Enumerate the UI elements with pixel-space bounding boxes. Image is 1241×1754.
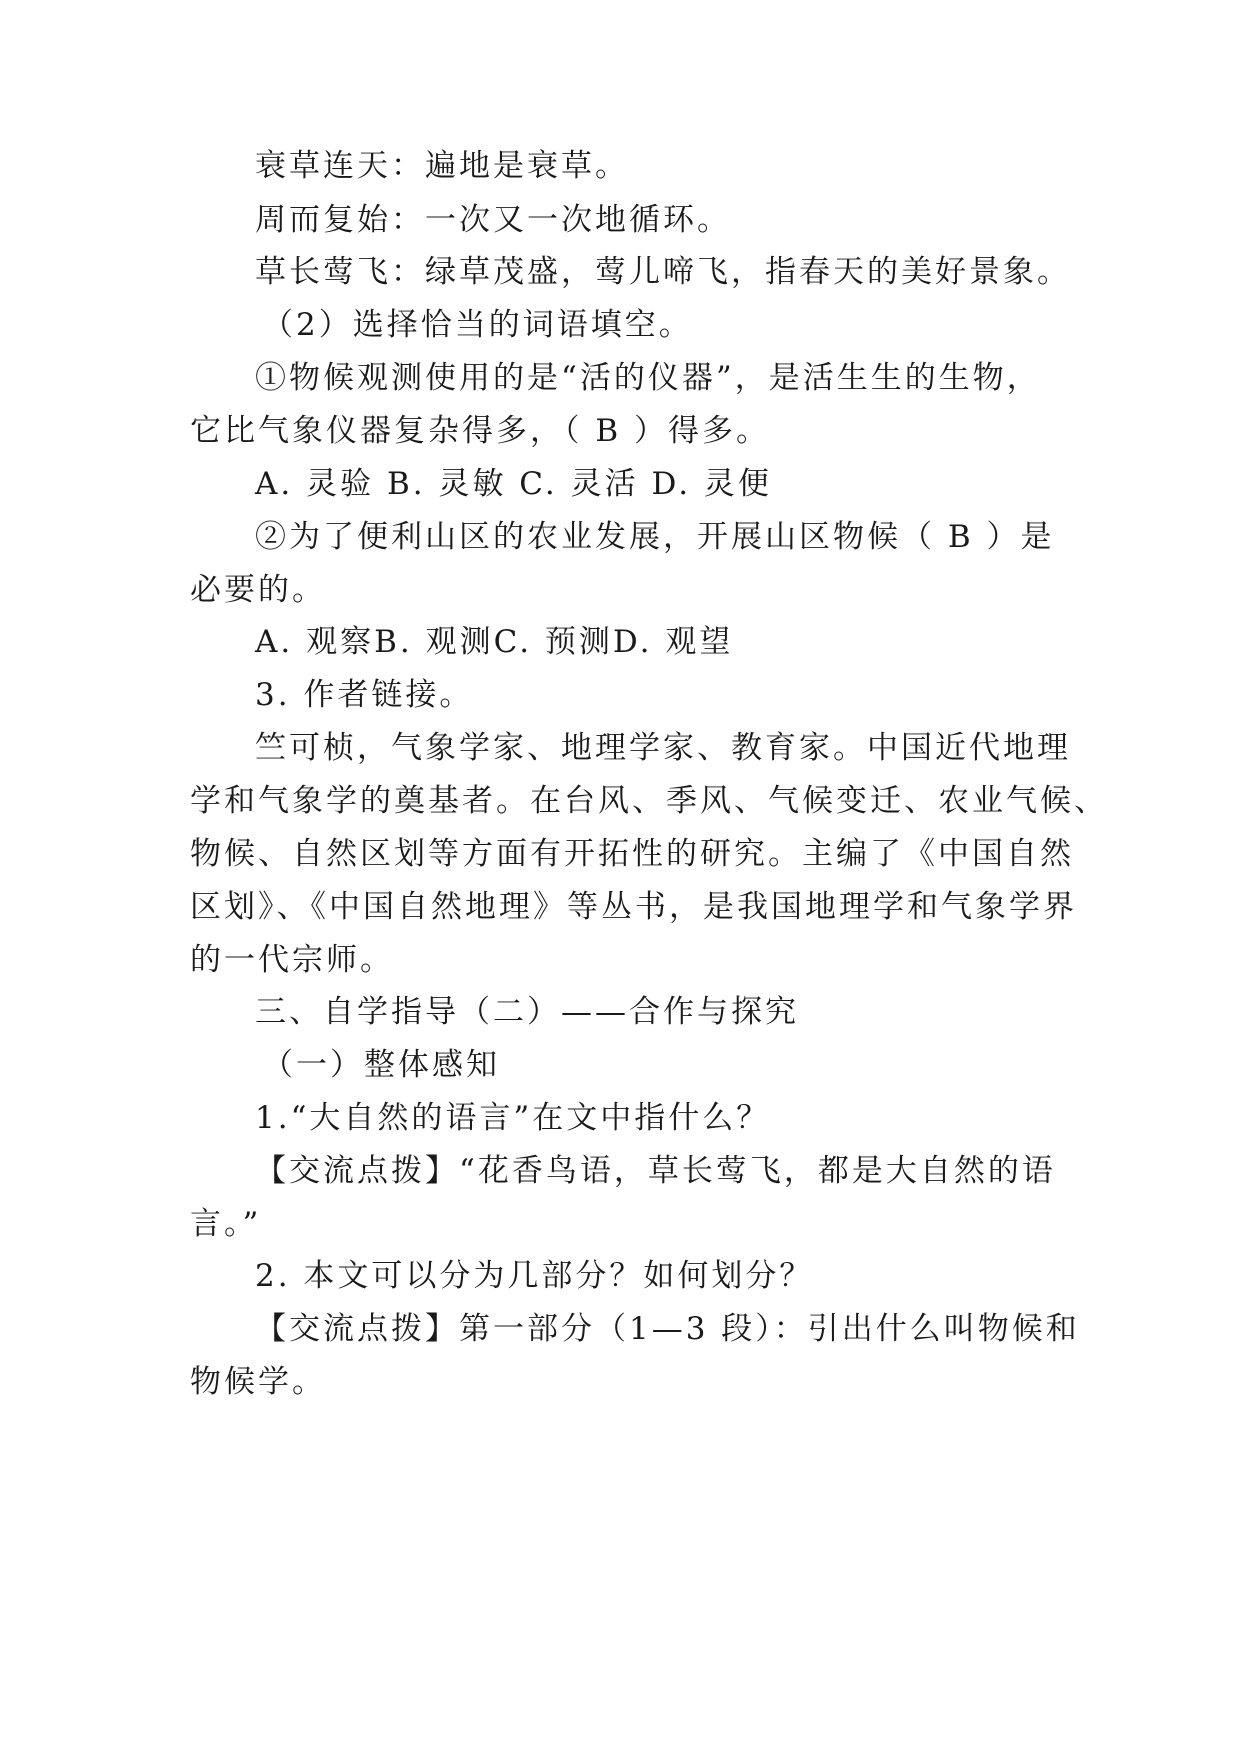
- author-heading: 3. 作者链接。: [255, 677, 474, 713]
- answer-2-line-1: 【交流点拨】第一部分（1—3 段）：引出什么叫物候和: [255, 1311, 1080, 1347]
- author-line-1: 竺可桢，气象学家、地理学家、教育家。中国近代地理: [255, 730, 1071, 766]
- author-line-3: 物候、自然区划等方面有开拓性的研究。主编了《中国自然: [190, 836, 1074, 872]
- discussion-question-1: 1.“大自然的语言”在文中指什么？: [255, 1100, 771, 1136]
- author-line-2: 学和气象学的奠基者。在台风、季风、气候变迁、农业气候、: [190, 783, 1108, 819]
- question-2-line-2: 必要的。: [190, 572, 326, 608]
- section-heading: 三、自学指导（二）——合作与探究: [255, 994, 799, 1030]
- answer-1-line-2: 言。”: [190, 1206, 262, 1242]
- author-line-4: 区划》、《中国自然地理》等丛书，是我国地理学和气象学界: [190, 889, 1077, 925]
- definition-line-2: 周而复始：一次又一次地循环。: [255, 202, 731, 238]
- question-1-line-1: ①物候观测使用的是“活的仪器”，是活生生的生物，: [255, 360, 1041, 396]
- author-line-5: 的一代宗师。: [190, 942, 394, 978]
- definition-line-3: 草长莺飞：绿草茂盛，莺儿啼飞，指春天的美好景象。: [255, 254, 1071, 290]
- exercise-heading: （2）选择恰当的词语填空。: [262, 307, 693, 343]
- discussion-question-2: 2. 本文可以分为几部分？如何划分？: [255, 1258, 814, 1294]
- question-2-options: A. 观察B. 观测C. 预测D. 观望: [255, 624, 734, 660]
- answer-1-line-1: 【交流点拨】“花香鸟语，草长莺飞，都是大自然的语: [255, 1153, 1056, 1189]
- definition-line-1: 衰草连天：遍地是衰草。: [255, 148, 629, 184]
- question-2-line-1: ②为了便利山区的农业发展，开展山区物候（ B ）是: [255, 519, 1055, 555]
- answer-2-line-2: 物候学。: [190, 1364, 326, 1400]
- question-1-line-2: 它比气象仪器复杂得多，（ B ）得多。: [190, 413, 770, 449]
- question-1-options: A. 灵验 B. 灵敏 C. 灵活 D. 灵便: [255, 466, 772, 502]
- subsection-heading: （一）整体感知: [262, 1047, 500, 1083]
